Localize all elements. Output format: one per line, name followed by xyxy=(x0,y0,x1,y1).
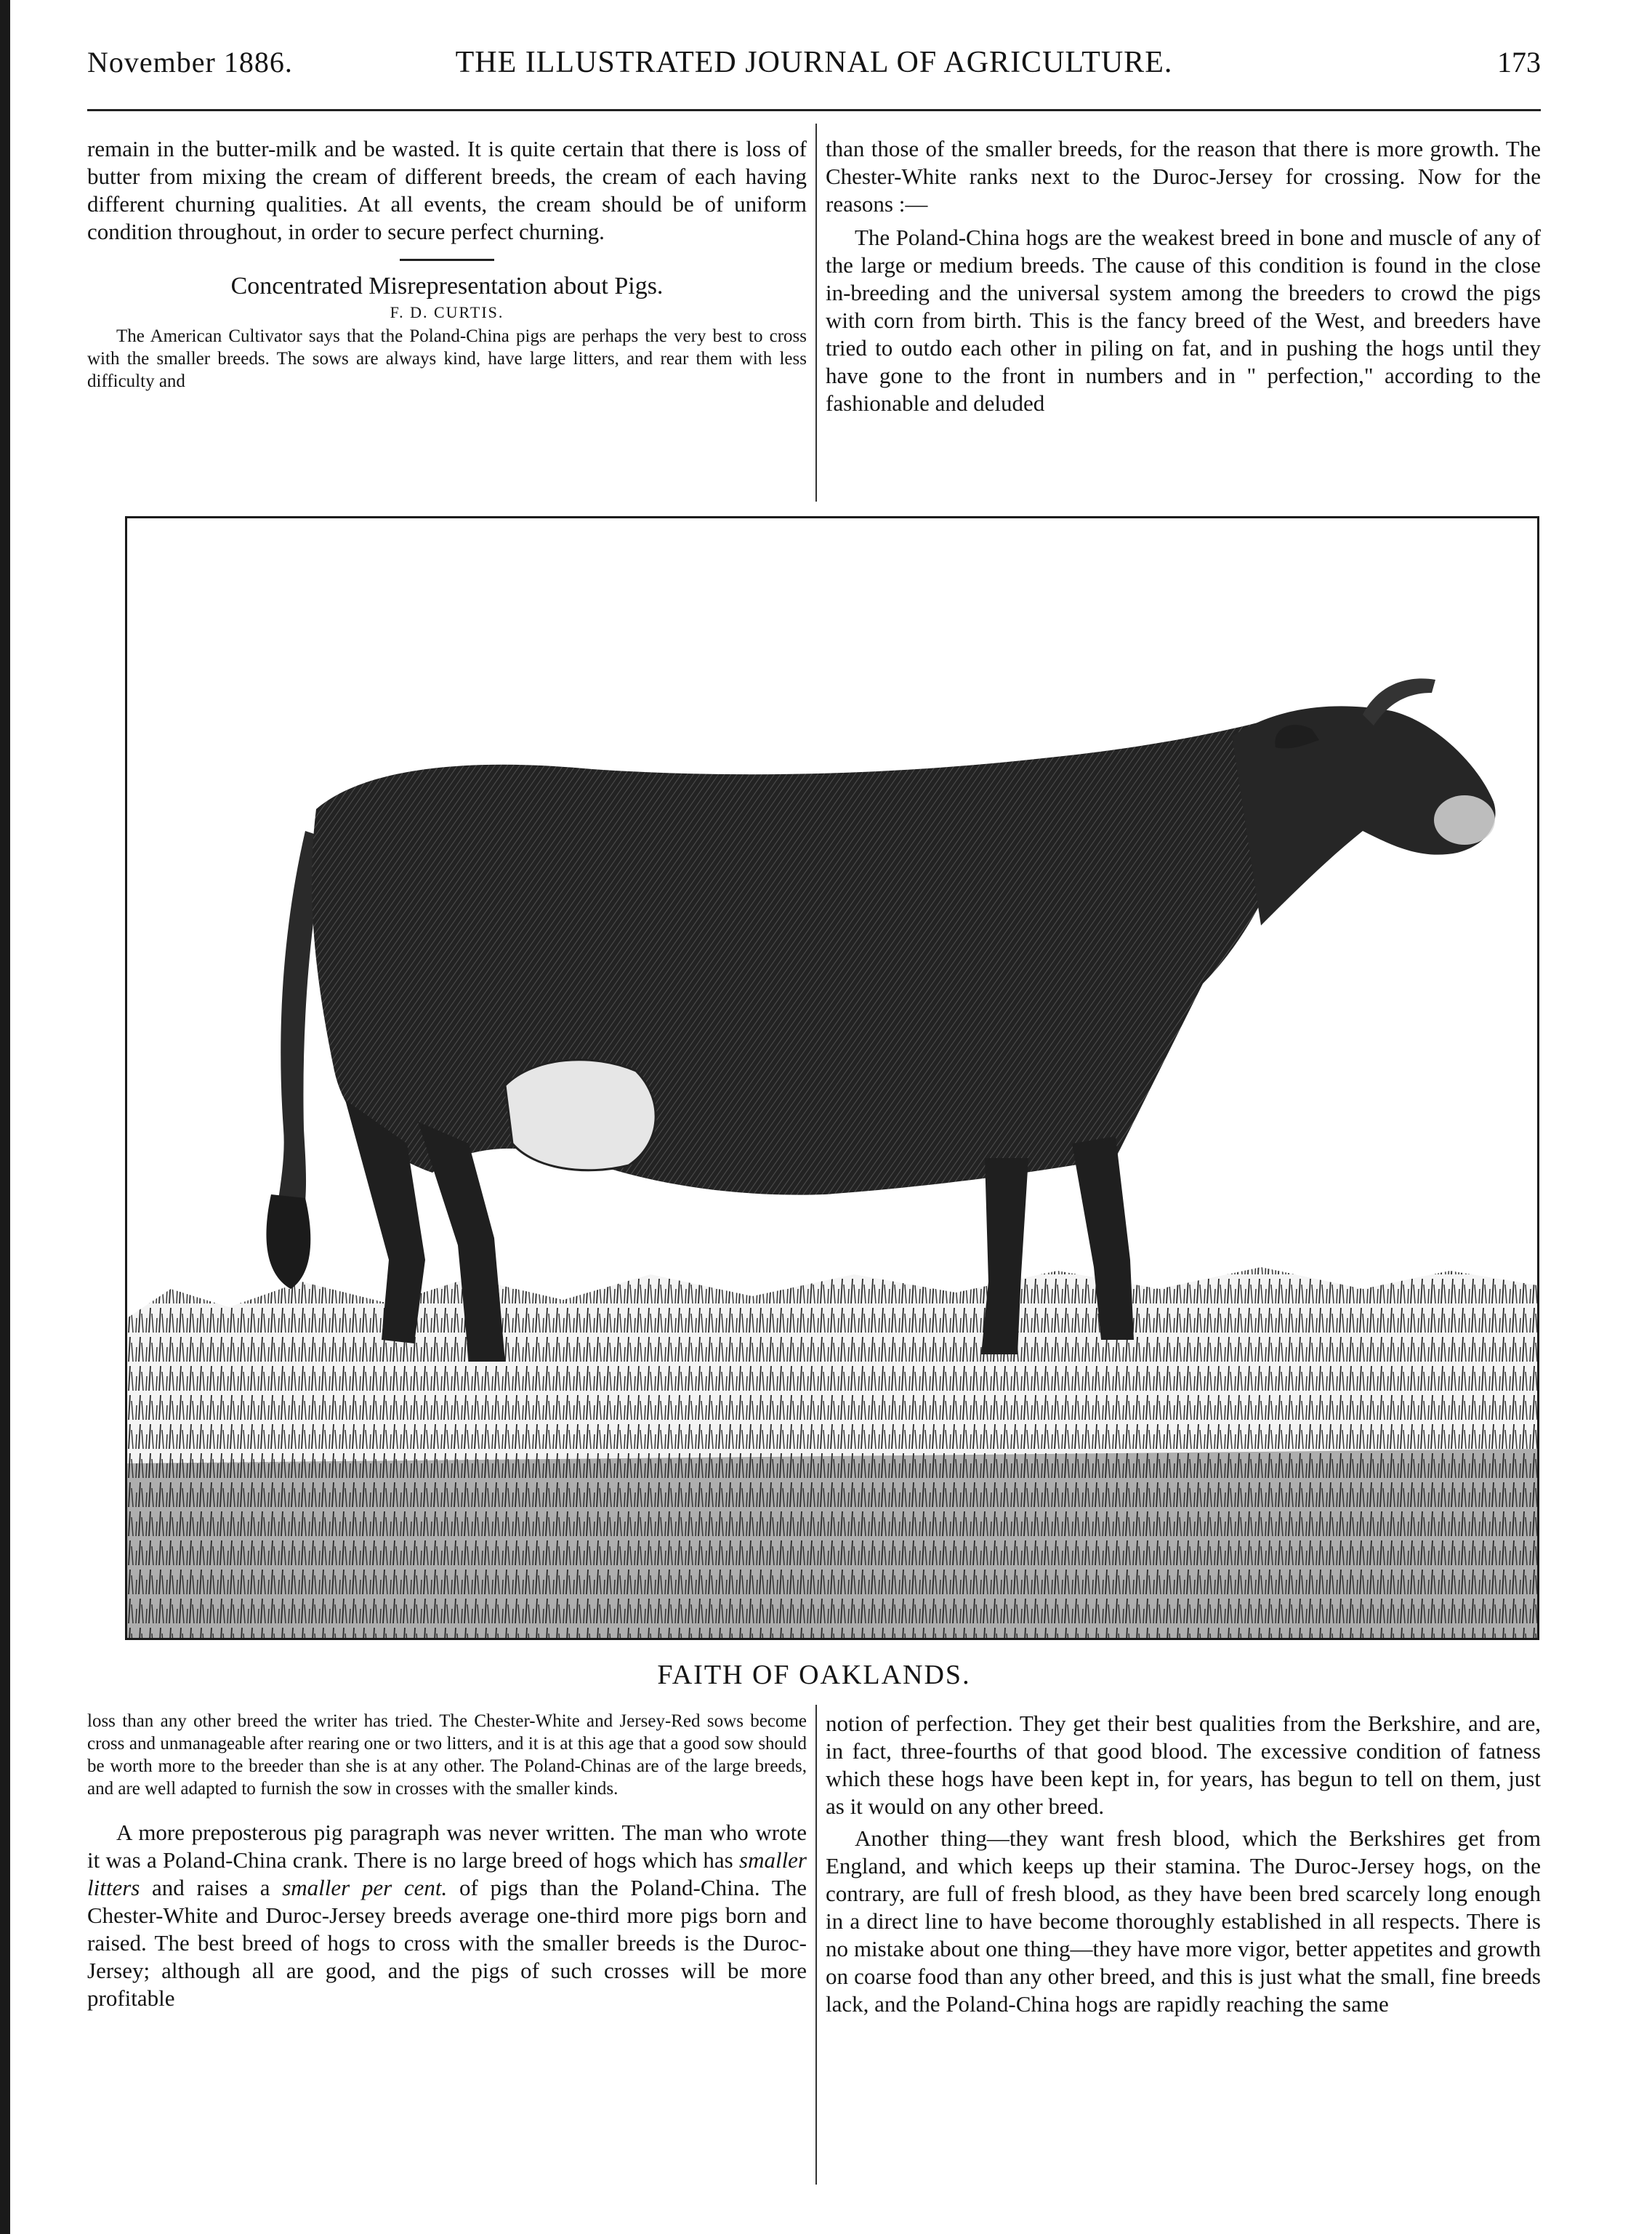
emphasis-smaller-per-cent: smaller per cent. xyxy=(282,1875,448,1900)
page-edge-bar xyxy=(0,0,10,2234)
bottom-left-column xyxy=(87,1710,807,2012)
emphasis-smaller-litters: smaller litters xyxy=(87,1847,807,1900)
header-rule xyxy=(87,109,1541,111)
paragraph-poland-china: The Poland-China hogs are the weakest breed in bone and muscle of any of the large or medium breeds. The cause of this condition is found in the close in-breeding and the universal system among the breeders to crowd the pigs with corn from birth. This is the fancy breed of the West, and breeders have tried to outdo each other in piling on fat, and in pushing the hogs until they have gone to the front in numbers and in " perfection," according to the fashionable and deluded xyxy=(826,225,1541,416)
paragraph-preposterous xyxy=(87,1819,807,2012)
header-date: November 1886. xyxy=(87,46,293,79)
bottom-right-column xyxy=(826,1710,1541,2018)
running-head xyxy=(87,45,1541,89)
byline: F. D. CURTIS. xyxy=(390,303,504,321)
article-heading: Concentrated Misrepresentation about Pigs. xyxy=(230,273,664,300)
figure-caption: FAITH OF OAKLANDS. xyxy=(657,1660,971,1690)
grass-field xyxy=(127,1267,1537,1638)
paragraph-text: and raises a xyxy=(140,1875,283,1900)
top-left-column xyxy=(87,135,807,393)
quote-end: loss than any other breed the writer has tried. The Chester-White and Jersey-Red sows become cross and unmanageable after rearing one or two litters, and it is at this age that a good sow should be worth more to the breeder than she is at any other. The Poland-Chinas are of the large breeds, and are well adapted to furnish the sow in crosses with the smaller kinds. xyxy=(87,1711,807,1799)
paragraph-text: of pigs than the Poland-China. The Chester-White and Duroc-Jersey breeds average one-third more pigs born and raised. The best breed of hogs to cross with the smaller breeds is the Duroc-Jersey; although all are good, and the pigs of such crosses will be more profitable xyxy=(87,1875,807,2011)
page-number: 173 xyxy=(1497,46,1541,79)
paragraph-notion: notion of perfection. They get their best qualities from the Berkshire, and are, in fact, three-fourths of that good blood. The excessive condition of fatness which these hogs have been kept in, for years, has begun to tell on them, just as it would on any other breed. xyxy=(826,1711,1541,1819)
engraving-figure xyxy=(125,516,1539,1640)
paragraph-text: A more preposterous pig paragraph was never written. The man who wrote it was a Poland-China crank. There is no large breed of hogs which has xyxy=(87,1820,807,1873)
paragraph-fresh-blood: Another thing—they want fresh blood, which the Berkshires get from England, and which keeps up their stamina. The Duroc-Jersey hogs, on the contrary, are full of fresh blood, as they have been bred scarcely long enough in a direct line to have become thoroughly established in all respects. There is no mistake about one thing—they have more vigor, better appetites and growth on coarse food than any other breed, and this is just what the small, fine breeds lack, and the Poland-China hogs are rapidly reaching the same xyxy=(826,1825,1541,2017)
top-right-column xyxy=(826,135,1541,417)
quote-start: The American Cultivator says that the Poland-China pigs are perhaps the very best to cross with the smaller breeds. The sows are always kind, have large litters, and rear them with less difficulty and xyxy=(87,326,807,391)
continued-paragraph: remain in the butter-milk and be wasted. It is quite certain that there is loss of butter from mixing the cream of different breeds, the cream of each having different churning qualities. At all events, the cream should be of uniform condition throughout, in order to secure perfect churning. xyxy=(87,136,807,244)
cow-engraving xyxy=(127,518,1537,1638)
journal-title: THE ILLUSTRATED JOURNAL OF AGRICULTURE. xyxy=(455,46,1173,79)
column-rule-top xyxy=(815,124,817,502)
cow xyxy=(266,678,1495,1362)
section-divider xyxy=(400,259,494,261)
paragraph-reasons: than those of the smaller breeds, for the reason that there is more growth. The Chester-White ranks next to the Duroc-Jersey for crossing. Now for the reasons :— xyxy=(826,136,1541,217)
column-rule-bottom xyxy=(815,1705,817,2185)
